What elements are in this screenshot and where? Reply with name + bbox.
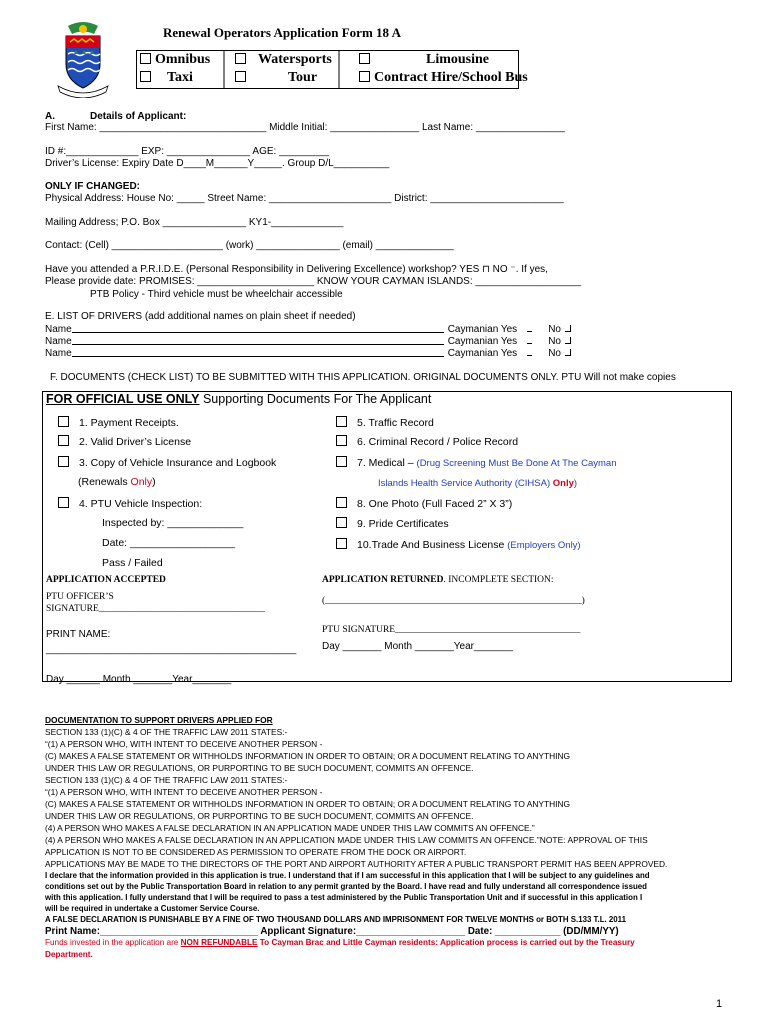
form-title: Renewal Operators Application Form 18 A <box>163 25 401 40</box>
application-accepted: APPLICATION ACCEPTED <box>46 575 166 585</box>
checkbox-3[interactable] <box>58 456 69 467</box>
checkbox-2[interactable] <box>58 435 69 446</box>
funds-notice: Funds invested in the application are NON REFUNDABLE To Cayman Brac and Little Cayman residents: Application process is carried out by the Treasury <box>45 938 635 947</box>
caymanian-no[interactable]: No <box>548 348 561 359</box>
legal-line: APPLICATIONS MAY BE MADE TO THE DIRECTORS OF THE PORT AND AIRPORT AUTHORITY AFTER A PUBLIC TRANSPORT PERMIT HAS BEEN APPROVED. <box>45 859 668 869</box>
checkbox-9[interactable] <box>336 517 347 528</box>
type-contract-hire[interactable]: Contract Hire/School Bus <box>359 70 528 86</box>
check-payment-receipts[interactable]: 1. Payment Receipts. <box>58 416 179 429</box>
check-trade-license[interactable]: 10.Trade And Business License (Employers Only) <box>336 538 581 551</box>
ptu-officer-label: PTU OFFICER’S <box>46 592 114 602</box>
checkbox-10[interactable] <box>336 538 347 549</box>
legal-line: (4) A PERSON WHO MAKES A FALSE DECLARATION IN AN APPLICATION MADE UNDER THIS LAW COMMITS AN OFFENCE.” <box>45 823 535 833</box>
license-row[interactable]: Driver’s License: Expiry Date D____M______Y_____. Group D/L__________ <box>45 158 390 169</box>
yes-tick-icon[interactable] <box>527 350 532 356</box>
check-medical[interactable]: 7. Medical – (Drug Screening Must Be Done At The Cayman <box>336 456 616 469</box>
driver-name-label: Name <box>45 336 72 347</box>
checkbox-contract-hire[interactable] <box>359 71 370 82</box>
checkbox-taxi[interactable] <box>140 71 151 82</box>
pride-dates[interactable]: Please provide date: PROMISES: _____________________ KNOW YOUR CAYMAN ISLANDS: ___________________ <box>45 276 582 287</box>
caymanian-yes[interactable]: Caymanian Yes <box>447 348 518 359</box>
print-name-field[interactable]: _____________________________________________ <box>46 644 297 655</box>
section-a-heading: Details of Applicant: <box>90 111 187 122</box>
checkbox-watersports[interactable] <box>235 53 246 64</box>
declaration-line: with this application. I fully understand that I will be required to pass a test administered by the Public Transportation Unit and if successful in this application I <box>45 893 643 902</box>
funds-notice-end: Department. <box>45 950 93 959</box>
id-row[interactable]: ID #:_____________ EXP: _______________ AGE: _________ <box>45 146 330 157</box>
declaration-line: I declare that the information provided in this application is true. I understand that if I am successful in this application that I will be subject to any guidelines and <box>45 871 650 880</box>
checkbox-6[interactable] <box>336 435 347 446</box>
inspected-by-field[interactable]: Inspected by: _____________ <box>102 517 244 529</box>
check-pride-certificates[interactable]: 9. Pride Certificates <box>336 517 449 530</box>
check-vehicle-insurance[interactable]: 3. Copy of Vehicle Insurance and Logbook <box>58 456 276 469</box>
medical-cihsa-note: Islands Health Service Authority (CIHSA) Only) <box>378 478 578 489</box>
pass-failed[interactable]: Pass / Failed <box>102 557 163 569</box>
pride-question: Have you attended a P.R.I.D.E. (Personal Responsibility in Delivering Excellence) workshop? YES ⊓ NO ⁻. If yes, <box>45 264 548 275</box>
driver-row[interactable] <box>45 335 571 347</box>
type-taxi[interactable]: Taxi <box>140 70 193 86</box>
driver-name-line[interactable] <box>72 335 444 345</box>
no-tick-icon[interactable] <box>565 325 571 332</box>
inspection-date-field[interactable]: Date: __________________ <box>102 537 236 549</box>
caymanian-no[interactable]: No <box>548 324 561 335</box>
documentation-heading: DOCUMENTATION TO SUPPORT DRIVERS APPLIED FOR <box>45 715 273 725</box>
caymanian-yes[interactable]: Caymanian Yes <box>447 324 518 335</box>
checkbox-5[interactable] <box>336 416 347 427</box>
false-declaration-warning: A FALSE DECLARATION IS PUNISHABLE BY A FINE OF TWO THOUSAND DOLLARS AND IMPRISONMENT FOR TWELVE MONTHS or BOTH S.133 T.L. 2011 <box>45 915 627 924</box>
driver-name-line[interactable] <box>72 323 444 333</box>
official-use-title: FOR OFFICIAL USE ONLY Supporting Documents For The Applicant <box>46 392 432 406</box>
legal-line: (C) MAKES A FALSE STATEMENT OR WITHHOLDS INFORMATION IN ORDER TO OBTAIN; OR A DOCUMENT RELATING TO ANYTHING <box>45 799 571 809</box>
legal-line: SECTION 133 (1)(C) & 4 OF THE TRAFFIC LAW 2011 STATES:- <box>45 727 288 737</box>
ptu-signature-field[interactable]: PTU SIGNATURE_______________________________________ <box>322 625 581 635</box>
legal-line: (C) MAKES A FALSE STATEMENT OR WITHHOLDS INFORMATION IN ORDER TO OBTAIN; OR A DOCUMENT RELATING TO ANYTHING <box>45 751 571 761</box>
legal-line: “(1) A PERSON WHO, WITH INTENT TO DECEIVE ANOTHER PERSON - <box>45 739 323 749</box>
type-watersports[interactable]: Watersports <box>235 52 332 68</box>
driver-name-label: Name <box>45 324 72 335</box>
renewals-only-note: (Renewals Only) <box>78 476 156 488</box>
drivers-heading: E. LIST OF DRIVERS (add additional names on plain sheet if needed) <box>45 311 356 322</box>
checkbox-4[interactable] <box>58 497 69 508</box>
documents-heading: F. DOCUMENTS (CHECK LIST) TO BE SUBMITTED WITH THIS APPLICATION. ORIGINAL DOCUMENTS ONLY. PTU Will not make copies <box>50 372 676 383</box>
check-drivers-license[interactable]: 2. Valid Driver’s License <box>58 435 191 448</box>
section-a-label: A. <box>45 111 55 122</box>
legal-line: “(1) A PERSON WHO, WITH INTENT TO DECEIVE ANOTHER PERSON - <box>45 787 323 797</box>
ptu-officer-signature[interactable]: SIGNATURE___________________________________ <box>46 604 266 614</box>
legal-line: APPLICATION IS NOT TO BE CONSIDERED AS PERMISSION TO OPERATE FROM THE DOCK OR AIRPORT. <box>45 847 467 857</box>
date-row-right[interactable]: Day _______ Month _______Year_______ <box>322 641 513 652</box>
no-tick-icon[interactable] <box>565 337 571 344</box>
name-row[interactable]: First Name: ______________________________ Middle Initial: ________________ Last Name: ________________ <box>45 122 565 133</box>
type-tour[interactable]: Tour <box>235 70 317 86</box>
declaration-line: conditions set out by the Public Transportation Board in relation to any permit granted by the Board. I have read and fully understand all correspondence issued <box>45 882 647 891</box>
contact-row[interactable]: Contact: (Cell) ____________________ (work) _______________ (email) ______________ <box>45 240 454 251</box>
driver-row[interactable] <box>45 347 571 359</box>
checkbox-limousine[interactable] <box>359 53 370 64</box>
date-row-left[interactable]: Day ______ Month _______Year_______ <box>46 674 232 685</box>
coat-of-arms-logo <box>54 20 112 98</box>
check-traffic-record[interactable]: 5. Traffic Record <box>336 416 434 429</box>
checkbox-1[interactable] <box>58 416 69 427</box>
caymanian-no[interactable]: No <box>548 336 561 347</box>
checkbox-tour[interactable] <box>235 71 246 82</box>
ptb-policy: PTB Policy - Third vehicle must be wheelchair accessible <box>90 289 343 300</box>
only-if-changed-heading: ONLY IF CHANGED: <box>45 181 141 192</box>
type-limousine[interactable]: Limousine <box>359 52 489 68</box>
legal-line: UNDER THIS LAW OR REGULATIONS, OR PURPORTING TO BE SUCH DOCUMENT, COMMITS AN OFFENCE. <box>45 763 474 773</box>
check-vehicle-inspection[interactable]: 4. PTU Vehicle Inspection: <box>58 497 202 510</box>
incomplete-section-field[interactable]: (______________________________________________________) <box>322 596 585 606</box>
checkbox-omnibus[interactable] <box>140 53 151 64</box>
checkbox-8[interactable] <box>336 497 347 508</box>
driver-name-label: Name <box>45 348 72 359</box>
yes-tick-icon[interactable] <box>527 338 532 344</box>
driver-row[interactable] <box>45 323 571 335</box>
mailing-address-row[interactable]: Mailing Address; P.O. Box _______________ KY1-_____________ <box>45 217 344 228</box>
checkbox-7[interactable] <box>336 456 347 467</box>
applicant-signature-row[interactable]: Print Name:_____________________________ Applicant Signature:____________________ Date: ____________ (DD/MM/YY) <box>45 926 619 937</box>
legal-line: (4) A PERSON WHO MAKES A FALSE DECLARATION IN AN APPLICATION MADE UNDER THIS LAW COMMITS AN OFFENCE.”NOTE: APPROVAL OF THIS <box>45 835 648 845</box>
yes-tick-icon[interactable] <box>527 326 532 332</box>
no-tick-icon[interactable] <box>565 349 571 356</box>
check-criminal-record[interactable]: 6. Criminal Record / Police Record <box>336 435 518 448</box>
physical-address-row[interactable]: Physical Address: House No: _____ Street Name: ______________________ District: ________________________ <box>45 193 564 204</box>
caymanian-yes[interactable]: Caymanian Yes <box>447 336 518 347</box>
check-photo[interactable]: 8. One Photo (Full Faced 2” X 3”) <box>336 497 512 510</box>
declaration-line: will be required in undertake a Customer Service Course. <box>45 904 260 913</box>
application-returned: APPLICATION RETURNED. INCOMPLETE SECTION: <box>322 575 554 585</box>
type-omnibus[interactable]: Omnibus <box>140 52 210 68</box>
legal-line: SECTION 133 (1)(C) & 4 OF THE TRAFFIC LAW 2011 STATES:- <box>45 775 288 785</box>
legal-line: UNDER THIS LAW OR REGULATIONS, OR PURPORTING TO BE SUCH DOCUMENT, COMMITS AN OFFENCE. <box>45 811 474 821</box>
page-number: 1 <box>716 998 723 1010</box>
driver-name-line[interactable] <box>72 347 444 357</box>
print-name-label: PRINT NAME: <box>46 629 111 640</box>
